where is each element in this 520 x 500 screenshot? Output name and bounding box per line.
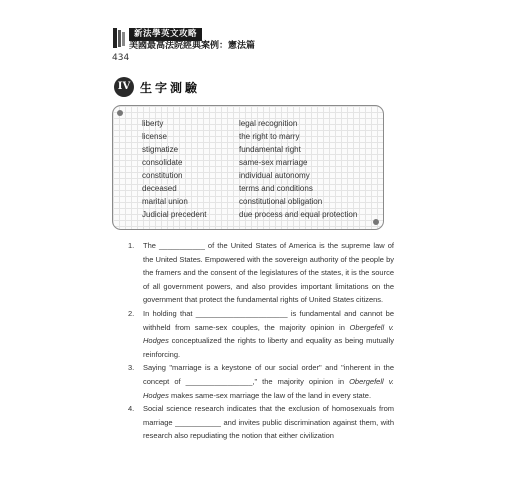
vocab-term: liberty [142, 119, 164, 128]
vocab-term: due process and equal protection [239, 210, 358, 219]
question-text: In holding that ______________________ is fundamental and cannot be withheld from same-sex couples, the majority opinion in Obergefell v. Hodges conceptualized the rights to liberty and equality as being mutually reinforcing. [143, 308, 395, 359]
vocab-column-left [142, 117, 206, 221]
vocab-term: legal recognition [239, 119, 298, 128]
vocabulary-box [112, 105, 384, 230]
section-numeral-badge: IV [114, 77, 134, 97]
question-text: Saying "marriage is a keystone of our social order" and "inherent in the concept of ________________," the majority opinion in Obergefell v. Hodges makes same-sex marriage the law of the land in every state. [143, 363, 394, 400]
vocab-term: constitutional obligation [239, 197, 323, 206]
question-number: 3. [128, 363, 135, 373]
vocab-term: stigmatize [142, 145, 179, 154]
vocab-term: license [142, 132, 167, 141]
question-number: 2. [128, 308, 135, 318]
vocab-term: individual autonomy [239, 171, 310, 180]
question-number: 1. [128, 241, 135, 250]
vocab-term: constitution [142, 171, 183, 180]
series-title: 新法學英文攻略 [129, 28, 202, 41]
case-name: Obergefell v. Hodges [143, 376, 394, 400]
question-item [128, 402, 394, 443]
vocab-term: consolidate [142, 158, 183, 167]
corner-dot-icon [373, 219, 379, 225]
page-number: 434 [112, 53, 130, 63]
question-text: The ___________ of the United States of America is the supreme law of the United States. Empowered with the sovereign authority of the people by the framers and the consent of the legislatures of the states, it is the source of all government powers, and also provides important limitations on the government that protect the fundamental rights of United States citizens. [143, 241, 394, 305]
case-name: Obergefell v. Hodges [143, 322, 395, 346]
vocab-term: same-sex marriage [239, 158, 308, 167]
book-subtitle: 美國最高法院經典案例：憲法篇 [129, 41, 256, 51]
question-item [128, 239, 394, 307]
vocab-column-right [239, 117, 357, 221]
question-list [128, 239, 394, 443]
corner-dot-icon [117, 110, 123, 116]
section-title: 生字測驗 [140, 81, 201, 95]
vocab-term: fundamental right [239, 145, 301, 154]
vocab-term: the right to marry [239, 132, 300, 141]
vocab-term: Judicial precedent [142, 210, 207, 219]
question-item [128, 307, 394, 361]
vocab-term: marital union [142, 197, 188, 206]
question-text: Social science research indicates that the exclusion of homosexuals from marriage ___________ and invites public discrimination against them, with research also repudiating the notion that either civilization [143, 404, 394, 441]
vocab-term: deceased [142, 184, 177, 193]
book-icon [112, 27, 126, 49]
question-number: 4. [128, 404, 135, 414]
question-item [128, 361, 394, 402]
vocab-term: terms and conditions [239, 184, 313, 193]
